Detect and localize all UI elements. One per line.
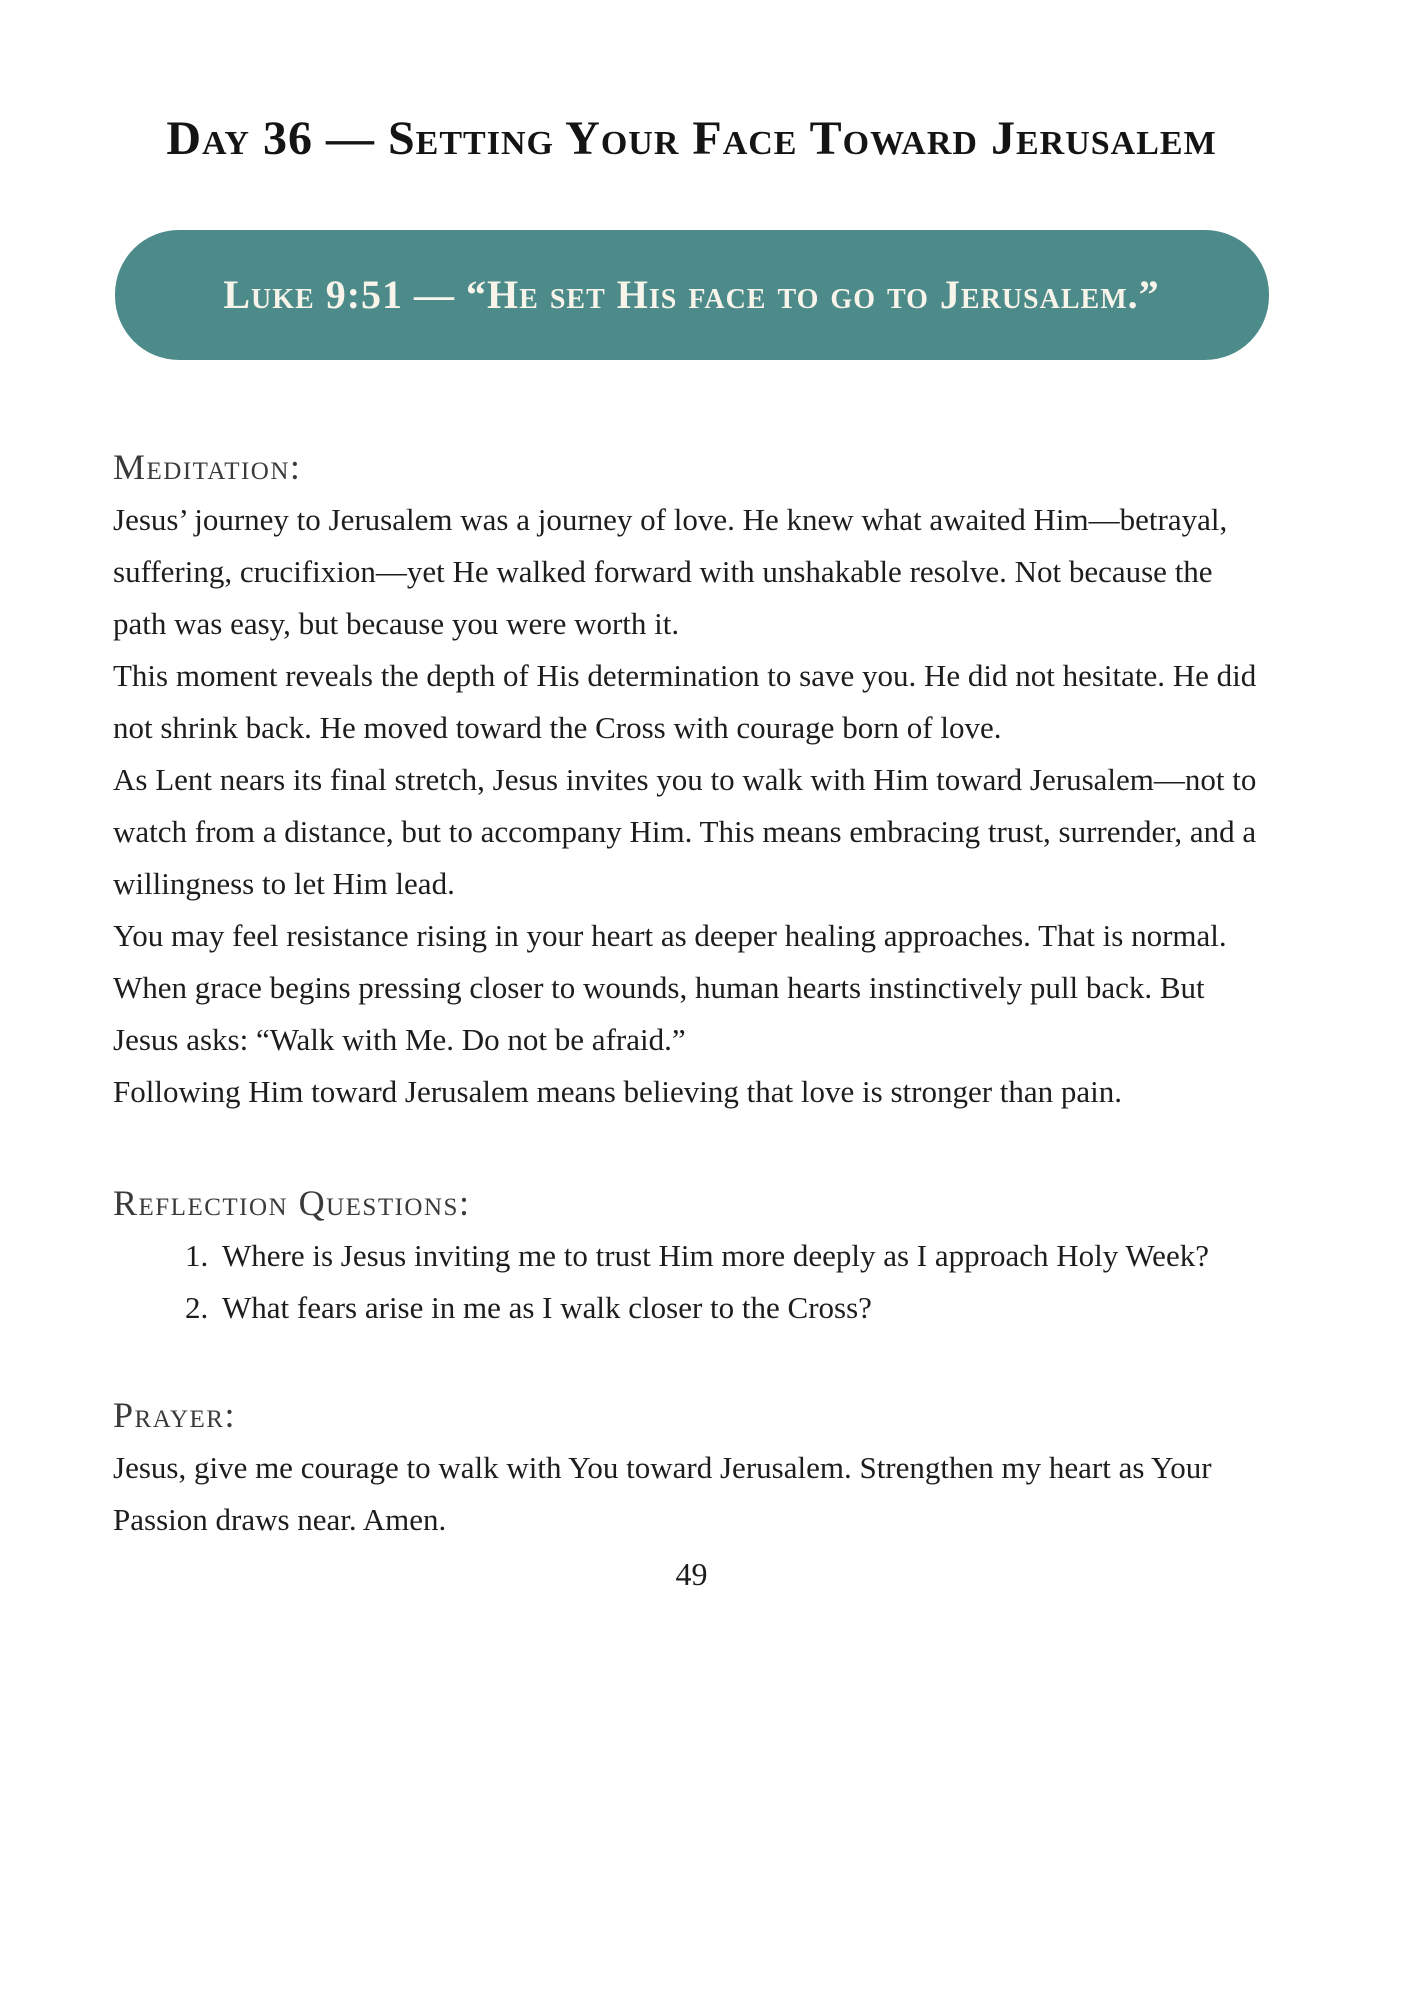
prayer-section bbox=[113, 1388, 1270, 1546]
prayer-text: Jesus, give me courage to walk with You toward Jerusalem. Strengthen my heart as Your Passion draws near. Amen. bbox=[113, 1450, 1212, 1537]
meditation-paragraph: You may feel resistance rising in your heart as deeper healing approaches. That is normal. When grace begins pressing closer to wounds, human hearts instinctively pull back. But Jesus asks: “Walk with Me. Do not be afraid.” bbox=[113, 918, 1227, 1057]
reflection-question-item: 2. What fears arise in me as I walk closer to the Cross? bbox=[216, 1282, 1270, 1334]
reflection-heading: Reflection Questions: bbox=[113, 1183, 471, 1223]
meditation-paragraph: As Lent nears its final stretch, Jesus invites you to walk with Him toward Jerusalem—not to watch from a distance, but to accompany Him. This means embracing trust, surrender, and a willingness to let Him lead. bbox=[113, 762, 1257, 901]
page-number: 49 bbox=[675, 1556, 708, 1592]
meditation-heading: Meditation: bbox=[113, 447, 302, 487]
verse-banner bbox=[115, 230, 1269, 360]
meditation-section bbox=[113, 440, 1270, 1118]
prayer-heading: Prayer: bbox=[113, 1395, 236, 1435]
meditation-paragraph: Following Him toward Jerusalem means believing that love is stronger than pain. bbox=[113, 1074, 1123, 1109]
meditation-paragraph: Jesus’ journey to Jerusalem was a journey of love. He knew what awaited Him—betrayal, suffering, crucifixion—yet He walked forward with unshakable resolve. Not because the path was easy, but because you were worth it. bbox=[113, 502, 1228, 641]
meditation-paragraph: This moment reveals the depth of His determination to save you. He did not hesitate. He did not shrink back. He moved toward the Cross with courage born of love. bbox=[113, 658, 1257, 745]
verse-banner-text: Luke 9:51 — “He set His face to go to Jerusalem.” bbox=[223, 272, 1160, 317]
page-title: Day 36 — Setting Your Face Toward Jerusalem bbox=[166, 112, 1217, 165]
reflection-section bbox=[113, 1176, 1270, 1334]
reflection-question-item: 1. Where is Jesus inviting me to trust Him more deeply as I approach Holy Week? bbox=[216, 1230, 1270, 1282]
reflection-questions-list bbox=[113, 1230, 1270, 1334]
